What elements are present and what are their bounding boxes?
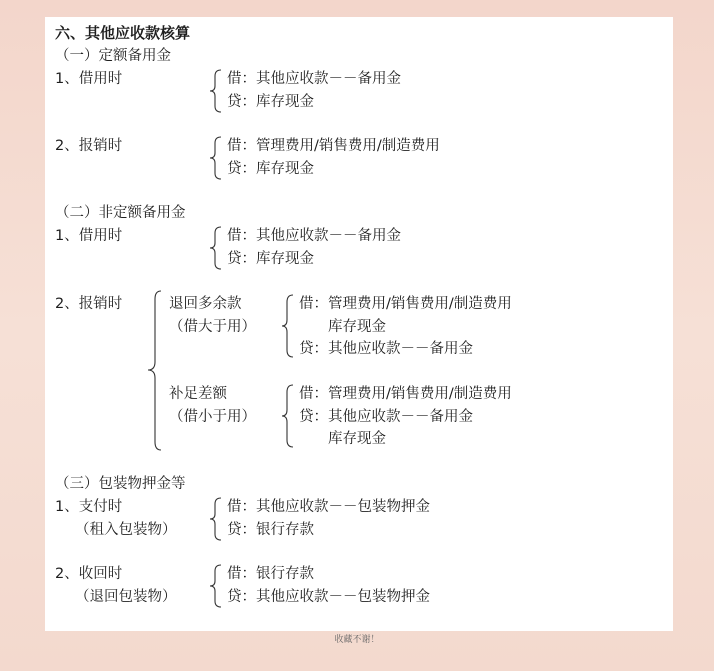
s3-recover-brace [209,564,223,608]
s3-pay-sublabel: （租入包装物） [75,522,177,538]
refund-debit-cash: 库存现金 [328,319,386,335]
document-page [45,17,673,631]
s3-pay-credit: 贷：银行存款 [227,522,314,538]
s3-recover-debit: 借：银行存款 [227,566,314,582]
supplement-label: 补足差额 [169,386,227,402]
section-3-heading: （三）包装物押金等 [55,476,186,492]
page-title: 六、其他应收款核算 [55,24,191,42]
refund-sublabel: （借大于用） [169,319,256,335]
supplement-sublabel: （借小于用） [169,409,256,425]
s1-reimburse-brace [209,136,223,180]
section-1-heading: （一）定额备用金 [55,48,171,64]
s2-reimburse-label: 2、报销时 [55,296,123,312]
s2-reimburse-big-brace [147,290,163,452]
s1-borrow-brace [209,69,223,113]
refund-debit: 借：管理费用/销售费用/制造费用 [299,296,512,312]
s1-reimburse-label: 2、报销时 [55,138,123,154]
s1-borrow-debit: 借：其他应收款－－备用金 [227,71,401,87]
refund-credit: 贷：其他应收款－－备用金 [299,341,473,357]
refund-brace [281,294,295,358]
s3-recover-label: 2、收回时 [55,566,123,582]
s3-pay-label: 1、支付时 [55,499,123,515]
s3-pay-debit: 借：其他应收款－－包装物押金 [227,499,430,515]
s2-borrow-label: 1、借用时 [55,228,123,244]
footer-caption: 收藏不谢！ [334,635,380,645]
refund-label: 退回多余款 [169,296,242,312]
s1-reimburse-credit: 贷：库存现金 [227,161,314,177]
s3-pay-brace [209,497,223,541]
supplement-brace [281,384,295,448]
s3-recover-credit: 贷：其他应收款－－包装物押金 [227,589,430,605]
s2-borrow-debit: 借：其他应收款－－备用金 [227,228,401,244]
s3-recover-sublabel: （退回包装物） [75,589,177,605]
section-2-heading: （二）非定额备用金 [55,205,186,221]
s2-borrow-credit: 贷：库存现金 [227,251,314,267]
s2-borrow-brace [209,226,223,270]
s1-reimburse-debit: 借：管理费用/销售费用/制造费用 [227,138,440,154]
supplement-credit-cash: 库存现金 [328,431,386,447]
supplement-debit: 借：管理费用/销售费用/制造费用 [299,386,512,402]
s1-borrow-label: 1、借用时 [55,71,123,87]
s1-borrow-credit: 贷：库存现金 [227,94,314,110]
supplement-credit: 贷：其他应收款－－备用金 [299,409,473,425]
